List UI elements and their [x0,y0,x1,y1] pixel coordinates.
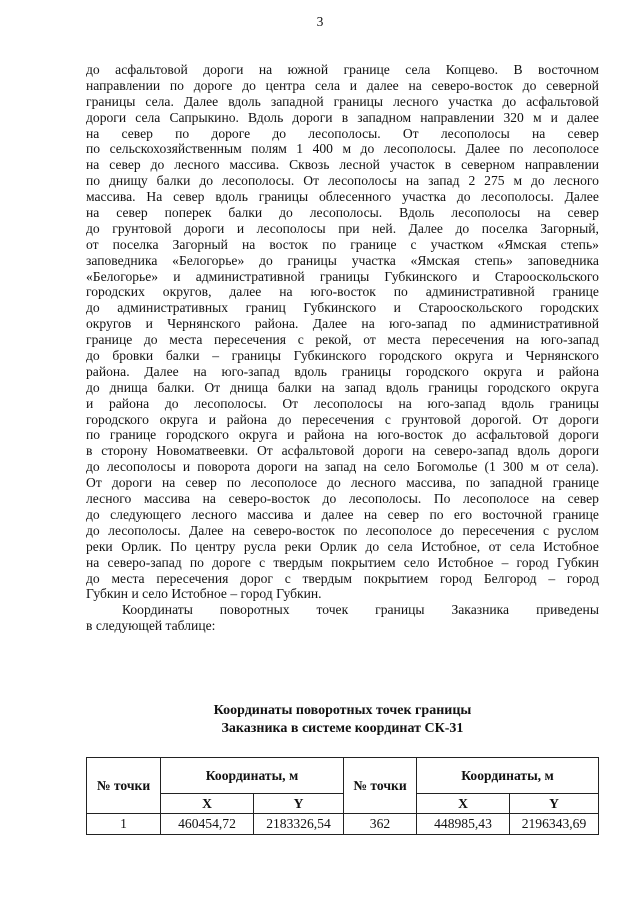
text-line: по сельскохозяйственным полям 1 400 м до лесополосы. Далее по лесополосе [86,141,599,157]
text-line: по границе городского округа и района на юго-восток до асфальтовой дороги [86,427,599,443]
table-title-line-1: Координаты поворотных точек границы [213,703,472,718]
boundary-description-paragraph [86,62,599,602]
header-y: Y [254,794,344,814]
text-line: до бровки балки – границы Губкинского городского округа и Чернянского [86,348,599,364]
text-line: округов и Чернянского района. Далее на юго-запад по административной [86,316,599,332]
text-line: до грунтовой дороги и лесополосы при ней. Далее до поселка Загорный, [86,220,599,236]
text-line: до административных границ Губкинского и Старооскольского городских [86,300,599,316]
text-line: до места пересечения дорог с твердым покрытием город Белгород – город [86,570,599,586]
table-cell-n1: 1 [87,814,161,835]
text-line: лесного массива на северо-восток до лесополосы. По лесополосе на север [86,491,599,507]
header-x: X [161,794,254,814]
text-line: границе до места пересечения с рекой, от места пересечения на юго-запад [86,332,599,348]
text-line: направлении по дороге до центра села и далее на северо-восток до северной [86,77,599,93]
header-coordinates: Координаты, м [417,758,599,794]
text-line: на север по дороге до лесополосы. От лесополосы на север [86,125,599,141]
text-line: Координаты поворотных точек границы Заказника приведены [122,602,599,618]
table-cell-y1: 2183326,54 [254,814,344,835]
text-line: на север до лесного массива. Сквозь лесной участок в северном направлении [86,157,599,173]
text-line: до днища балки. От днища балки на запад вдоль границы городского округа [86,379,599,395]
text-line: и района до лесополосы. От лесополосы на юго-запад вдоль границы [86,395,599,411]
text-line: на север поперек балки до лесополосы. Вдоль лесополосы на север [86,205,599,221]
body-text [86,62,599,634]
text-line: заповедника «Белогорье» до границы участка «Ямская степь» заповедника [86,252,599,268]
header-point-number: № точки [87,758,161,814]
coordinates-table [86,757,599,835]
header-point-number: № точки [344,758,417,814]
text-line: городского округа и района до пересечения с грунтовой дорогой. От дороги [86,411,599,427]
header-coordinates: Координаты, м [161,758,344,794]
text-line: до асфальтовой дороги на южной границе села Копцево. В восточном [86,62,599,77]
text-line: реки Орлик. По центру русла реки Орлик до села Истобное, от села Истобное [86,538,599,554]
text-line: городских округов, далее на юго-восток по административной границе [86,284,599,300]
text-line: района. Далее на юго-запад вдоль границы городского округа и района [86,363,599,379]
text-line: по днищу балки до лесополосы. От лесополосы на запад 2 275 м до лесного [86,173,599,189]
text-line: на северо-запад по дороге с твердым покрытием село Истобное – город Губкин [86,554,599,570]
table-cell-x2: 448985,43 [417,814,510,835]
text-line: до лесополосы и поворота дороги на запад на село Богомолье (1 300 м от села). [86,459,599,475]
text-line: до лесополосы. Далее на северо-восток по лесополосе до пересечения с руслом [86,522,599,538]
text-line: От дороги на север по лесополосе до лесного массива, по западной границе [86,475,599,491]
text-line: массива. На север вдоль границы облесенного участка до лесополосы. Далее [86,189,599,205]
text-line: Губкин и село Истобное – город Губкин. [86,586,322,602]
table-cell-y2: 2196343,69 [510,814,599,835]
text-line: от поселка Загорный на восток по границе с участком «Ямская степь» [86,236,599,252]
text-line: дороги села Сапрыкино. Вдоль дороги в западном направлении 320 м и далее [86,109,599,125]
table-cell-n2: 362 [344,814,417,835]
text-line: в следующей таблице: [86,618,216,634]
table-cell-x1: 460454,72 [161,814,254,835]
text-line: границы села. Далее вдоль западной границы лесного участка до асфальтовой [86,93,599,109]
table-title-line-2: Заказника в системе координат СК-31 [221,721,464,736]
text-line: «Белогорье» и административной границы Губкинского и Старооскольского [86,268,599,284]
header-x: X [417,794,510,814]
text-line: в сторону Новоматвеевки. От асфальтовой дороги на северо-запад вдоль дороги [86,443,599,459]
header-y: Y [510,794,599,814]
table-row [87,814,599,835]
coordinates-intro-paragraph [86,602,599,634]
text-line: до следующего лесного массива и далее на север по его восточной границе [86,506,599,522]
page-number: 3 [316,14,324,29]
table-title [86,702,599,738]
